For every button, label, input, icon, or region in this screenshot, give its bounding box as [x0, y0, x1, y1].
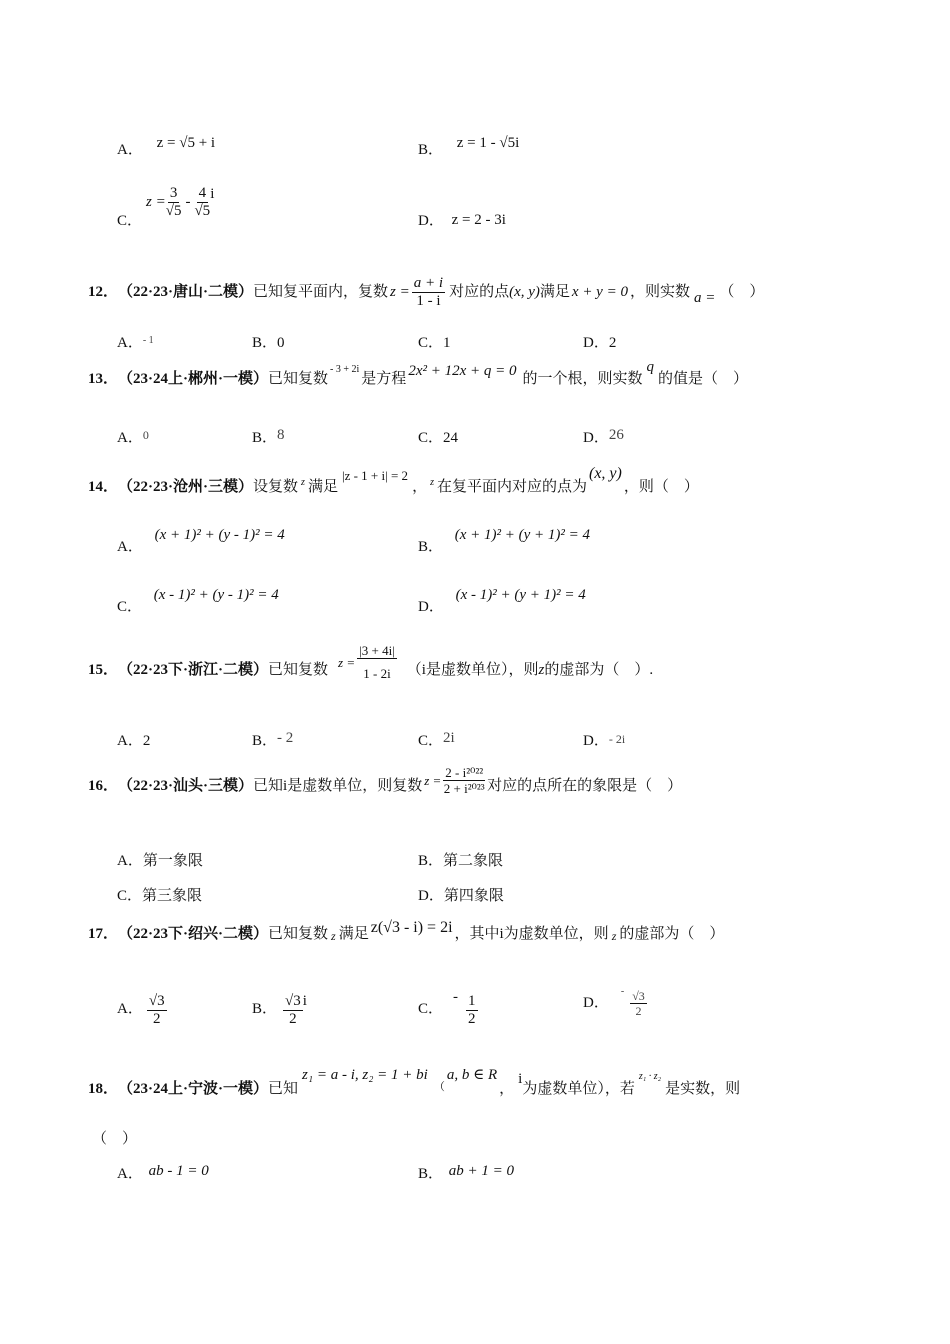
question-14 — [88, 465, 699, 495]
question-text: （i是虚数单位），则 — [406, 661, 539, 678]
question-text: 已知复数 — [268, 661, 329, 678]
option-label: A． — [117, 142, 143, 158]
condition-expression: x + y = 0 — [571, 284, 628, 300]
question-text: 的一个根，则实数 — [522, 371, 643, 387]
denominator: 2 + i²⁰²³ — [443, 781, 485, 796]
question-source: （23·24上·宁波·一模） — [118, 1081, 269, 1097]
option-label: C． — [117, 213, 143, 229]
question-source: （23·24上·郴州·一模） — [118, 371, 269, 387]
question-text: 已知复平面内，复数 — [253, 284, 389, 300]
question-text: ， — [499, 1081, 515, 1097]
option-value: 1 — [443, 335, 451, 351]
question-number: 13． — [88, 371, 119, 387]
question-source: （22·23·沧州·三模） — [118, 479, 254, 495]
ab-expression: a, b ∈ R — [446, 1067, 498, 1083]
option-label: B． — [252, 335, 278, 351]
denominator: √5 — [194, 203, 211, 219]
question-16 — [88, 766, 682, 795]
question-text: 的虚部为（ ） — [619, 926, 725, 942]
variable-z: z — [430, 477, 434, 488]
q17-option-c[interactable] — [418, 984, 478, 1027]
root-expression: - 3 + 2i — [330, 364, 360, 375]
question-source: （22·23下·绍兴·二模） — [118, 926, 269, 942]
question-text: 已知复数 — [268, 926, 329, 942]
q12-option-c[interactable] — [418, 336, 451, 351]
variable-z: z — [611, 929, 617, 943]
numerator: a + i — [413, 275, 444, 291]
q15-option-a[interactable] — [117, 734, 150, 749]
minus-sign: - — [453, 989, 459, 1005]
z-lhs: z = — [390, 284, 410, 300]
fraction — [443, 766, 485, 795]
point-expression: (x, y) — [589, 465, 622, 482]
fraction — [166, 186, 182, 219]
question-text: 满足 — [307, 479, 338, 495]
numerator: 3 — [169, 185, 178, 201]
question-number: 15． — [88, 661, 119, 678]
option-label: C． — [418, 430, 444, 446]
minus-sign: - — [185, 194, 191, 210]
answer-paren: （ ） — [719, 284, 765, 300]
numerator: √3 — [285, 993, 301, 1009]
question-number: 18． — [88, 1081, 119, 1097]
option-value: 2i — [443, 730, 455, 746]
question-text: 已知复数 — [268, 371, 329, 387]
question-text: ，则（ ） — [623, 479, 699, 495]
numerator: 2 - i²⁰²² — [445, 765, 484, 780]
option-label: B． — [418, 142, 444, 158]
q12-option-a[interactable] — [117, 336, 154, 351]
option-value: 2 — [142, 733, 151, 749]
q16-option-c[interactable] — [117, 889, 202, 904]
option-label: D． — [583, 733, 609, 749]
question-text: （ — [433, 1081, 445, 1093]
question-18 — [88, 1067, 741, 1097]
question-text: 是实数，则 — [665, 1081, 741, 1097]
fraction — [412, 276, 445, 309]
q14-option-b[interactable] — [418, 527, 591, 555]
option-label: A． — [117, 853, 143, 869]
option-label: A． — [117, 335, 143, 351]
option-label: C． — [117, 888, 143, 904]
q16-option-a[interactable] — [117, 854, 203, 869]
question-text: 对应的点所在的象限是（ ） — [487, 778, 683, 794]
variable-q: q — [646, 359, 655, 375]
q17-option-a[interactable] — [117, 984, 167, 1027]
q15-option-d[interactable] — [583, 734, 625, 749]
question-17 — [88, 919, 725, 943]
question-number: 16． — [88, 778, 119, 794]
question-number: 17． — [88, 926, 119, 942]
q11-option-c-expression — [146, 186, 214, 219]
ask-expression: a = — [693, 290, 716, 306]
option-label: D． — [583, 430, 609, 446]
q11-option-d[interactable] — [418, 212, 506, 229]
q15-option-b[interactable] — [252, 730, 294, 749]
option-label: D． — [583, 335, 609, 351]
question-source: （22·23·唐山·二模） — [118, 284, 254, 300]
option-value: 0 — [277, 335, 285, 351]
numerator: √3 — [148, 993, 165, 1009]
q13-option-a[interactable] — [117, 428, 149, 446]
option-expression: z = 1 - √5i — [456, 135, 520, 151]
question-text: 已知i是虚数单位，则复数 — [253, 778, 423, 794]
q16-option-d[interactable] — [418, 889, 504, 904]
option-expression: z = 2 - 3i — [451, 212, 506, 228]
option-label: B． — [418, 853, 444, 869]
question-number: 14． — [88, 479, 119, 495]
option-label: D． — [583, 995, 609, 1011]
option-label: A． — [117, 1001, 143, 1017]
equation-expression: 2x² + 12x + q = 0 — [408, 363, 517, 379]
option-value: 第四象限 — [443, 888, 504, 904]
option-label: B． — [252, 733, 278, 749]
question-13 — [88, 359, 749, 389]
question-12 — [88, 276, 764, 309]
q18-option-b[interactable] — [418, 1163, 515, 1182]
option-label: B． — [252, 430, 278, 446]
option-expression: (x + 1)² + (y - 1)² = 4 — [154, 527, 285, 543]
option-value: 第三象限 — [142, 888, 203, 904]
fraction — [283, 994, 303, 1027]
question-text: 满足 — [338, 926, 369, 942]
variable-z: z — [331, 929, 336, 943]
q17-option-d[interactable] — [583, 984, 647, 1018]
denominator: 1 - 2i — [363, 666, 391, 681]
q11-option-a[interactable] — [117, 135, 216, 158]
q14-option-a[interactable] — [117, 527, 285, 555]
q18-option-a[interactable] — [117, 1163, 209, 1182]
option-label: C． — [418, 733, 444, 749]
question-number: 12． — [88, 284, 119, 300]
fraction — [630, 990, 647, 1017]
question-text: 对应的点 — [449, 284, 510, 300]
q14-option-c[interactable] — [117, 587, 279, 615]
option-label: C． — [117, 599, 143, 615]
option-value: 26 — [608, 427, 624, 443]
denominator: 2 — [289, 1011, 297, 1027]
q12-option-b[interactable] — [252, 336, 285, 351]
denominator: 1 - i — [416, 293, 441, 309]
fraction — [466, 994, 478, 1027]
numerator: |3 + 4i| — [359, 643, 395, 658]
question-text: 满足 — [539, 284, 570, 300]
option-value: 24 — [443, 430, 459, 446]
option-expression: (x - 1)² + (y + 1)² = 4 — [455, 587, 586, 603]
option-label: C． — [418, 1001, 444, 1017]
imaginary-unit: i — [210, 186, 215, 202]
fraction — [147, 994, 167, 1027]
question-text: ， — [412, 479, 428, 495]
z-lhs: z = — [146, 194, 166, 210]
question-text: 是方程 — [361, 371, 407, 387]
q17-option-b[interactable] — [252, 984, 307, 1027]
question-text: 的虚部为（ ）. — [544, 661, 654, 678]
option-value: 8 — [277, 427, 285, 443]
q15-option-c[interactable] — [418, 730, 455, 749]
option-expression: (x + 1)² + (y + 1)² = 4 — [454, 527, 591, 543]
question-source: （22·23·汕头·三模） — [118, 778, 254, 794]
option-value: - 1 — [142, 335, 154, 346]
option-label: A． — [117, 539, 143, 555]
q13-option-c[interactable] — [418, 431, 458, 446]
q14-option-d[interactable] — [418, 587, 586, 615]
fraction — [194, 186, 210, 219]
q12-option-d[interactable] — [583, 336, 616, 351]
minus-sign: - — [620, 986, 625, 997]
imaginary-unit: i — [302, 993, 307, 1009]
option-label: B． — [418, 1166, 444, 1182]
q13-option-b[interactable] — [252, 427, 285, 446]
question-text: 设复数 — [253, 479, 299, 495]
question-text: ，则实数 — [629, 284, 690, 300]
product-expression: z₁ · z₂ — [638, 1071, 662, 1082]
denominator: √5 — [165, 203, 182, 219]
z-lhs: z = — [424, 773, 442, 788]
condition-expression: |z - 1 + i| = 2 — [341, 468, 409, 483]
option-label: D． — [418, 599, 444, 615]
variable-z: z — [538, 661, 545, 678]
option-expression: z = √5 + i — [156, 135, 216, 151]
option-expression: ab + 1 = 0 — [448, 1163, 515, 1179]
option-value: 第二象限 — [443, 853, 504, 869]
question-text: ，其中i为虚数单位，则 — [454, 926, 609, 942]
fraction — [357, 644, 397, 680]
option-label: B． — [252, 1001, 278, 1017]
option-label: A． — [117, 430, 143, 446]
question-text: 在复平面内对应的点为 — [436, 479, 587, 495]
option-value: 0 — [142, 428, 149, 442]
option-label: D． — [418, 888, 444, 904]
option-expression: (x - 1)² + (y - 1)² = 4 — [153, 587, 279, 603]
option-label: C． — [418, 335, 444, 351]
question-text: 已知 — [268, 1081, 299, 1097]
q16-option-b[interactable] — [418, 854, 503, 869]
option-expression: ab - 1 = 0 — [148, 1163, 209, 1179]
condition-expression: z₁ = a - i, z₂ = 1 + bi — [302, 1067, 428, 1083]
option-value: - 2i — [608, 732, 626, 746]
denominator: 2 — [635, 1004, 642, 1018]
q18-answer-paren: （ ） — [92, 1131, 138, 1147]
option-value: 第一象限 — [142, 853, 203, 869]
denominator: 2 — [152, 1011, 161, 1027]
q11-option-b[interactable] — [418, 135, 520, 158]
numerator: √3 — [632, 989, 645, 1003]
question-text: 为虚数单位），若 — [522, 1081, 635, 1097]
option-label: D． — [418, 213, 444, 229]
condition-expression: z(√3 - i) = 2i — [370, 919, 453, 936]
question-text: 的值是（ ） — [658, 371, 749, 387]
option-label: A． — [117, 733, 143, 749]
question-15 — [88, 644, 653, 680]
option-label: B． — [418, 539, 444, 555]
variable-z: z — [301, 477, 305, 488]
option-value: 2 — [608, 335, 617, 351]
numerator: 1 — [468, 993, 476, 1009]
option-value: - 2 — [277, 730, 294, 746]
option-label: A． — [117, 1166, 143, 1182]
question-source: （22·23下·浙江·二模） — [118, 661, 269, 678]
numerator: 4 — [198, 185, 207, 201]
q13-option-d[interactable] — [583, 427, 624, 446]
imaginary-unit: i — [518, 1071, 523, 1087]
z-lhs: z = — [338, 654, 356, 670]
q11-option-c[interactable] — [117, 186, 143, 229]
denominator: 2 — [468, 1011, 476, 1027]
point-expression: (x, y) — [509, 284, 540, 300]
